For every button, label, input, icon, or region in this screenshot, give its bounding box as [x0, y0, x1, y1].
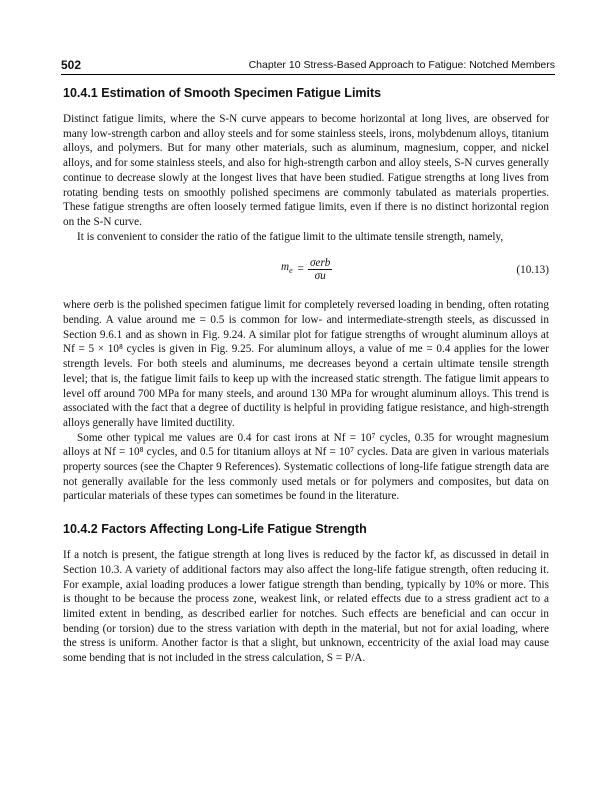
page-number: 502	[61, 58, 82, 72]
paragraph: Some other typical me values are 0.4 for cast irons at Nf = 10⁷ cycles, 0.35 for wrought magnesium alloys at Nf = 10⁸ cycles, and 0.5 for titanium alloys at Nf = 10⁷ cycles. Data are given in various materials property sources (see the Chapter 9 References). Systematic collections of long-life fatigue strength data are not generally available for the less commonly used metals or for polymers and composites, but data on particular materials of these types can sometimes be found in the literature.	[63, 431, 549, 503]
chapter-title: Chapter 10 Stress-Based Approach to Fatigue: Notched Members	[248, 59, 555, 71]
equation-fraction	[308, 257, 332, 282]
body-text	[63, 86, 549, 666]
section-heading-10-4-2: 10.4.2 Factors Affecting Long-Life Fatigue Strength	[63, 522, 367, 537]
paragraph: where σerb is the polished specimen fatigue limit for completely reversed loading in bending, often rotating bending. A value around me = 0.5 is common for low- and intermediate-strength steels, as discussed in Section 9.6.1 and as shown in Fig. 9.24. A similar plot for fatigue strengths of wrought aluminum alloys at Nf = 5 × 10⁸ cycles is given in Fig. 9.25. For aluminum alloys, a value of me = 0.4 applies for the lower strength levels. For both steels and aluminums, me decreases beyond a certain ultimate tensile strength level; that is, the fatigue limit fails to keep up with the increased static strength. The fatigue limit appears to level off around 700 MPa for many steels, and around 130 MPa for wrought aluminum alloys. This trend is associated with the fact that a degree of ductility is helpful in providing fatigue resistance, and high-strength alloys generally have limited ductility.	[63, 299, 549, 429]
section-heading-10-4-1: 10.4.1 Estimation of Smooth Specimen Fatigue Limits	[63, 86, 382, 100]
equation-number: (10.13)	[516, 264, 549, 277]
fraction-denominator: σu	[314, 270, 326, 283]
running-header	[61, 58, 555, 75]
fraction-numerator: σerb	[309, 257, 331, 270]
equation-operator: =	[297, 263, 304, 276]
equation-body	[281, 257, 332, 282]
equation-lhs: $m_e$	[281, 261, 293, 276]
paragraph: It is convenient to consider the ratio of the fatigue limit to the ultimate tensile strength, namely,	[77, 230, 504, 243]
paragraph: If a notch is present, the fatigue strength at long lives is reduced by the factor kf, as discussed in detail in Section 10.3. A variety of additional factors may also affect the long-life fatigue strength, often reducing it. For example, axial loading produces a lower fatigue strength than bending, typically by 10% or more. This is thought to be because the process zone, weakest link, or related effects due to a stress gradient act to a limited extent in bending, as described earlier for notches. Such effects are beneficial and can occur in bending (or torsion) due to the stress variation with depth in the material, but not for axial loading, where the stress is uniform. Another factor is that a slight, but unknown, eccentricity of the axial load may cause some bending that is not included in the stress calculation, S = P/A.	[63, 549, 549, 665]
paragraph: Distinct fatigue limits, where the S-N curve appears to become horizontal at long lives, are observed for many low-strength carbon and alloy steels and for some stainless steels, irons, molybdenum alloys, titanium alloys, and polymers. But for many other materials, such as aluminum, magnesium, copper, and nickel alloys, and for some stainless steels, and also for high-strength carbon and alloy steels, S-N curves generally continue to decrease slowly at the longest lives that have been studied. Fatigue strengths at long lives from rotating bending tests on smoothly polished specimens are commonly tabulated as materials properties. These fatigue strengths are often loosely termed fatigue limits, even if there is no distinct horizontal region on the S-N curve.	[63, 113, 549, 228]
equation-10-13	[63, 256, 549, 284]
